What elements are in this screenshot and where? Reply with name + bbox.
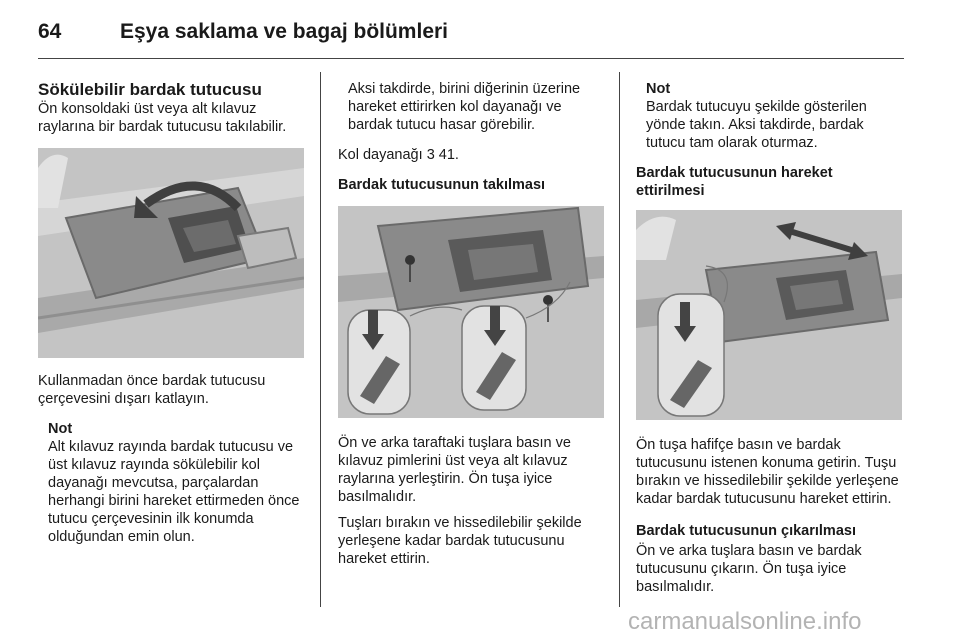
subheading-move: Bardak tutucusunun hareket ettirilmesi xyxy=(636,165,833,199)
install-step-2: Tuşları bırakın ve hissedilebilir şekilde yerleşene kadar bardak tutucusunu hareket ettirin. xyxy=(338,515,582,567)
column-1 xyxy=(38,80,306,546)
note-label: Not xyxy=(48,421,73,437)
subheading-remove: Bardak tutucusunun çıkarılması xyxy=(636,523,856,539)
move-instruction: Ön tuşa hafifçe basın ve bardak tutucusunu istenen konuma getirin. Tuşu bırakın ve hissedilebilir şekilde yerleşene kadar bardak tutucusunu hareket ettirin. xyxy=(636,437,899,507)
cross-reference-page: 41. xyxy=(438,147,459,163)
note-continued-block xyxy=(338,80,604,134)
remove-instruction: Ön ve arka tuşlara basın ve bardak tutucusunu çıkarın. Ön tuşa iyice basılmalıdır. xyxy=(636,543,862,595)
intro-paragraph: Ön konsoldaki üst veya alt kılavuz raylarına bir bardak tutucusu takılabilir. xyxy=(38,101,287,135)
column-2 xyxy=(338,80,604,568)
watermark: carmanualsonline.info xyxy=(628,608,862,635)
note-text: Bardak tutucuyu şekilde gösterilen yönde takın. Aksi takdirde, bardak tutucu tam olarak oturmaz. xyxy=(646,99,867,151)
note-block-1 xyxy=(38,420,306,546)
column-divider-1 xyxy=(320,72,321,607)
fold-instruction: Kullanmadan önce bardak tutucusu çerçevesini dışarı katlayın. xyxy=(38,373,266,407)
figure-cupholder-move xyxy=(636,210,902,420)
note-continued-text: Aksi takdirde, birini diğerinin üzerine hareket ettirirken kol dayanağı ve bardak tutucu hasar görebilir. xyxy=(348,81,581,133)
install-step-1: Ön ve arka taraftaki tuşlara basın ve kılavuz pimlerini üst veya alt kılavuz raylarına yerleştirin. Ön tuşa iyice basılmalıdır. xyxy=(338,435,571,505)
cross-reference-symbol: 3 xyxy=(426,147,435,163)
note-label: Not xyxy=(646,81,671,97)
page-number: 64 xyxy=(38,20,62,43)
figure-cupholder-install xyxy=(338,206,604,418)
subheading-install: Bardak tutucusunun takılması xyxy=(338,177,546,193)
page-title: Eşya saklama ve bagaj bölümleri xyxy=(120,20,449,43)
section-title: Sökülebilir bardak tutucusu xyxy=(38,80,262,99)
note-block-3 xyxy=(636,80,904,152)
cross-reference-label: Kol dayanağı xyxy=(338,147,423,163)
page-header xyxy=(38,14,904,62)
cross-reference xyxy=(338,146,604,164)
figure-cupholder-fold xyxy=(38,148,304,358)
column-3 xyxy=(636,80,904,596)
column-divider-2 xyxy=(619,72,620,607)
header-divider xyxy=(38,58,904,59)
note-text: Alt kılavuz rayında bardak tutucusu ve üst kılavuz rayında sökülebilir kol dayanağı mevcutsa, parçalardan herhangi birini hareket ettirmeden önce tutucu çerçevesinin ilk konumda olduğundan emin olun. xyxy=(48,439,300,545)
